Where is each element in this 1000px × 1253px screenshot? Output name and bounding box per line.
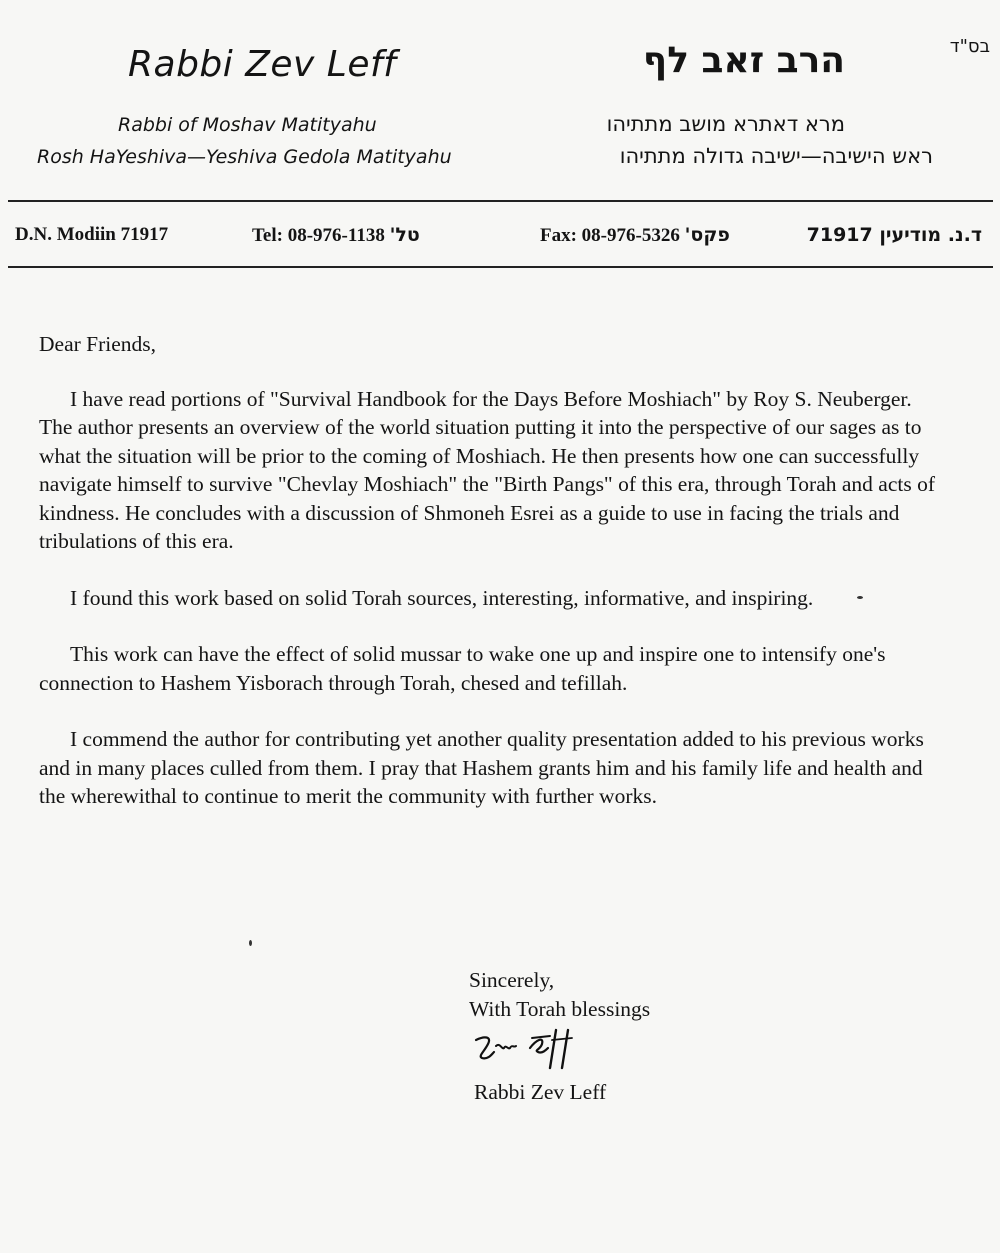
signer-name: Rabbi Zev Leff <box>474 1080 607 1104</box>
letterhead-title-english-1: Rabbi of Moshav Matityahu <box>118 114 377 136</box>
letterhead-name-hebrew: הרב זאב לף <box>642 40 845 81</box>
handwritten-signature <box>472 1026 602 1072</box>
letter-body <box>39 330 939 839</box>
paragraph-2: I found this work based on solid Torah sources, interesting, informative, and inspiring. <box>70 585 814 610</box>
contact-address-english: D.N. Modiin 71917 <box>15 224 169 245</box>
contact-fax <box>540 224 730 247</box>
bsd-mark: בס"ד <box>949 36 990 57</box>
salutation: Dear Friends, <box>39 332 157 356</box>
contact-fax-number: Fax: 08-976-5326 <box>540 225 680 246</box>
letterhead-title-hebrew-1: מרא דאתרא מושב מתתיהו <box>606 112 845 136</box>
contact-telephone-hebrew-label: טל' <box>389 224 420 246</box>
contact-telephone <box>252 224 420 247</box>
letterhead-title-english-2: Rosh HaYeshiva—Yeshiva Gedola Matityahu <box>37 146 452 168</box>
contact-fax-hebrew-label: פקס' <box>684 224 730 246</box>
paragraph-1: I have read portions of "Survival Handbook for the Days Before Moshiach" by Roy S. Neuberger. The author presents an overview of the world situation putting it into the perspective of our sages as to what the situation will be prior to the coming of Moshiach. He then presents how one can successfully navigate himself to survive "Chevlay Moshiach" the "Birth Pangs" of this era, through Torah and acts of kindness. He concludes with a discussion of Shmoneh Esrei as a guide to use in facing the trials and tribulations of this era. <box>39 386 936 553</box>
letterhead-name-english: Rabbi Zev Leff <box>128 44 397 85</box>
paper-speck <box>249 940 252 946</box>
closing-block <box>469 966 650 1024</box>
paper-speck <box>857 596 863 599</box>
closing-blessings: With Torah blessings <box>469 997 651 1021</box>
letterhead-divider-bottom <box>8 266 993 268</box>
letterhead-divider-top <box>8 200 993 202</box>
letterhead-title-hebrew-2: ראש הישיבה—ישיבה גדולה מתתיהו <box>619 144 933 168</box>
paragraph-3: This work can have the effect of solid mussar to wake one up and inspire one to intensify one's connection to Hashem Yisborach through Torah, chesed and tefillah. <box>39 642 886 695</box>
contact-address-hebrew: ד.נ. מודיעין 71917 <box>806 224 982 246</box>
closing-sincerely: Sincerely, <box>469 968 555 992</box>
contact-telephone-number: Tel: 08-976-1138 <box>252 225 385 246</box>
paragraph-4: I commend the author for contributing yet another quality presentation added to his previous works and in many places culled from them. I pray that Hashem grants him and his family life and health and the wherewithal to continue to merit the community with further works. <box>39 727 924 808</box>
